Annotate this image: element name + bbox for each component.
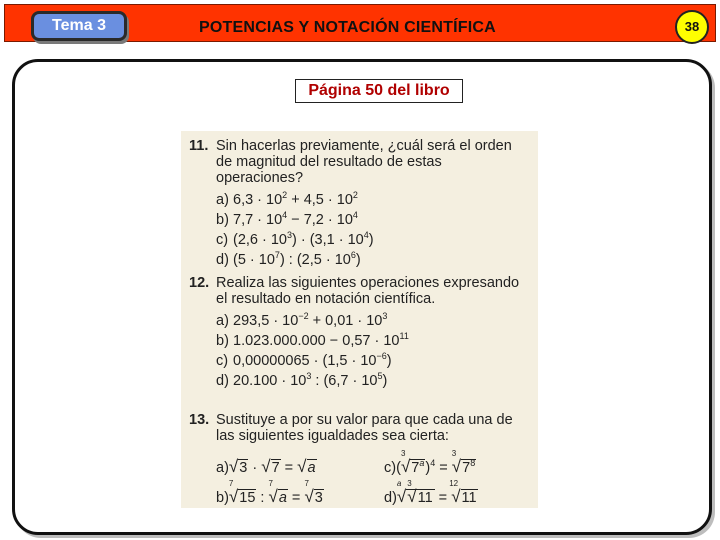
list-item: b) $1.023.000.000 - 0,57 \cdot 10^{11}$ — [216, 331, 409, 349]
list-item: c) $(2,6 \cdot 10^3) \cdot (3,1 \cdot 10^4)$ — [216, 230, 374, 248]
page-title: POTENCIAS Y NOTACIÓN CIENTÍFICA — [199, 19, 496, 36]
header-bar — [4, 4, 716, 42]
list-item: c) $0,00000065 \cdot (1,5 \cdot 10^{-6})$ — [216, 351, 392, 369]
list-item: b) $7,7 \cdot 10^4 - 7,2 \cdot 10^4$ — [216, 210, 358, 228]
radical-row — [216, 449, 529, 480]
exercise-statement: Sustituye a por su valor para que cada una de las siguientes igualdades sea cierta: — [216, 412, 513, 444]
exercise-11 — [189, 138, 529, 270]
radical-row — [216, 479, 529, 510]
list-item: c)( 3 $√7^a)^4$ = 3 $√7^8$ — [384, 449, 476, 476]
exercise-number: 12. — [189, 275, 210, 291]
exercise-number: 13. — [189, 412, 210, 428]
list-item: a)√3 · √7 = √a — [216, 457, 316, 476]
tema-button[interactable]: Tema 3 — [31, 11, 127, 41]
exercise-statement: Sin hacerlas previamente, ¿cuál será el orden de magnitud del resultado de estas operaciones? — [216, 138, 512, 186]
list-item: d) a √ 3 √11 = 12 √11 — [384, 479, 477, 506]
list-item: d) $(5 \cdot 10^7)$ : $(2,5 \cdot 10^6)$ — [216, 250, 361, 268]
exercise-statement: Realiza las siguientes operaciones expresando el resultado en notación científica. — [216, 275, 520, 307]
exercise-number: 11. — [189, 138, 209, 154]
page-number-badge: 38 — [675, 10, 709, 44]
list-item: a) $6,3 \cdot 10^2 + 4,5 \cdot 10^2$ — [216, 190, 358, 208]
exercise-13 — [189, 412, 529, 510]
list-item: a) $293,5 \cdot 10^{-2} + 0,01 \cdot 10^3$ — [216, 311, 388, 329]
book-page-reference: Página 50 del libro — [295, 79, 463, 103]
exercise-12 — [189, 275, 529, 391]
book-excerpt — [181, 131, 538, 508]
list-item: b) 7 √15 : 7 √a = 7 √3 — [216, 479, 323, 506]
list-item: d) $20.100 \cdot 10^3$ : $(6,7 \cdot 10^5)$ — [216, 371, 388, 389]
